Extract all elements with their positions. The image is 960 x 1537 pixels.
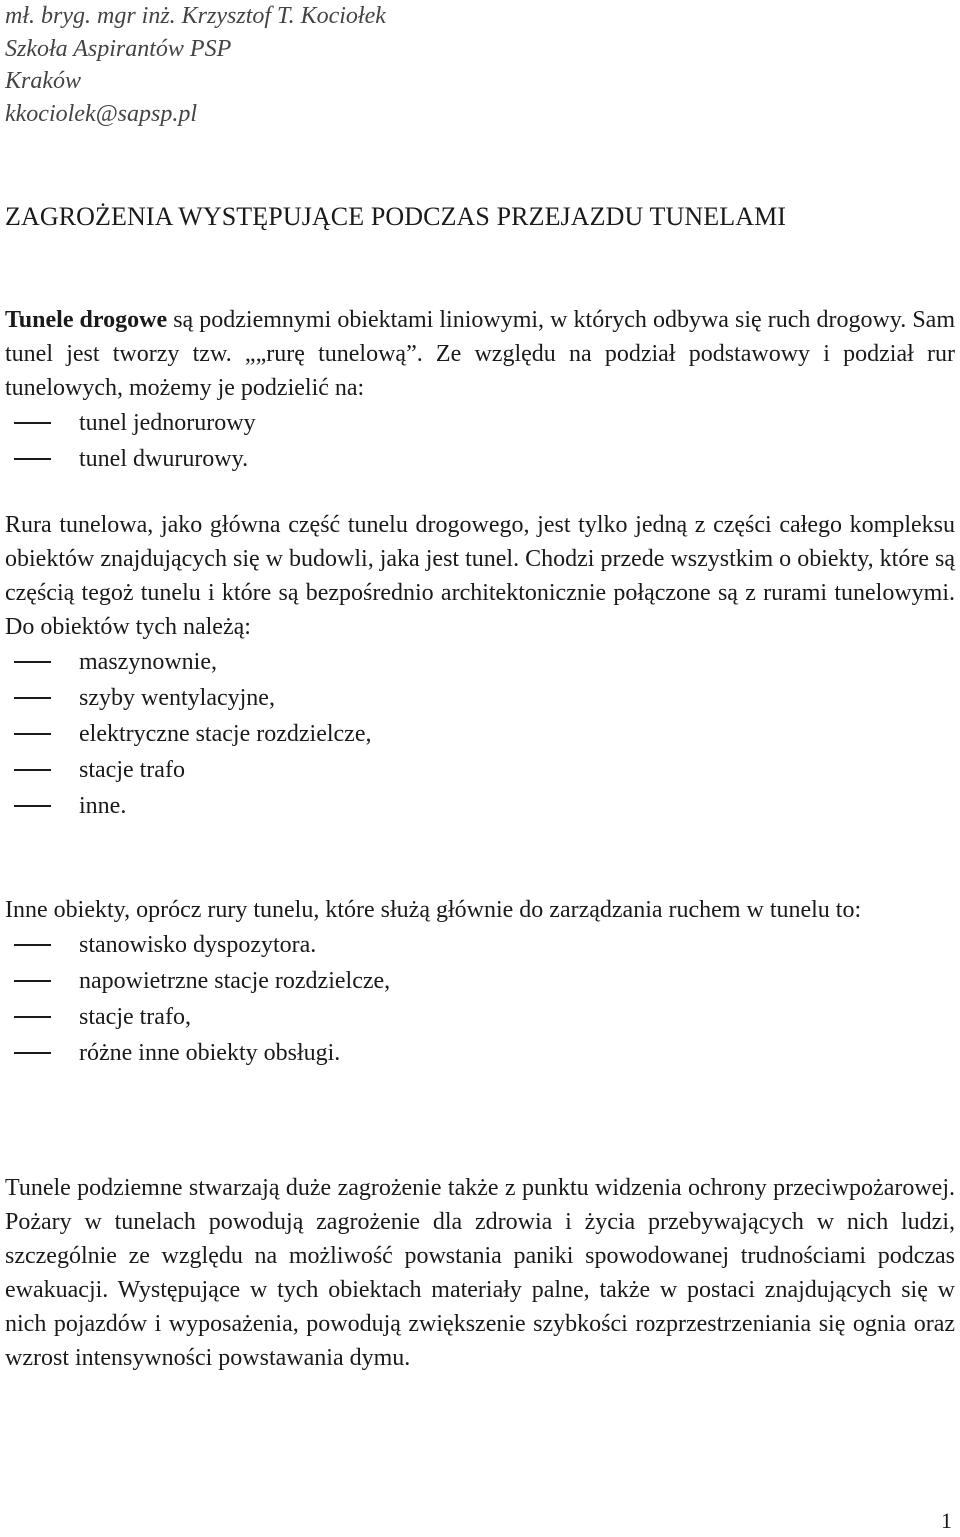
paragraph: [5, 303, 955, 405]
list-item: tunel jednorurowy: [5, 405, 955, 441]
paragraph: Rura tunelowa, jako główna część tunelu drogowego, jest tylko jedną z części całego kompleksu obiektów znajdujących się w budowli, jaka jest tunel. Chodzi przede wszystkim o obiekty, które są częścią tegoż tunelu i które są bezpośrednio architektonicznie połączone są z rurami tunelowymi. Do obiektów tych należą:: [5, 512, 955, 640]
section-zagrozenie-pozarowe: [5, 1171, 955, 1375]
section-inne-obiekty: [5, 893, 955, 1071]
list-item: elektryczne stacje rozdzielcze,: [5, 716, 955, 752]
list-item: szyby wentylacyjne,: [5, 680, 955, 716]
list-item: stacje trafo: [5, 752, 955, 788]
author-block: [5, 0, 386, 130]
list-item: maszynownie,: [5, 644, 955, 680]
page-number: 1: [941, 1508, 952, 1533]
defined-term: Tunele drogowe: [5, 307, 168, 333]
list-item: tunel dwururowy.: [5, 441, 955, 477]
paragraph-text: są podziemnymi obiektami liniowymi, w których odbywa się ruch drogowy. Sam tunel jest tworzy tzw. „„rurę tunelową”. Ze względu na podział podstawowy i podział rur tunelowych, możemy je podzielić na:: [5, 307, 955, 401]
tunnel-types-list: [5, 405, 955, 477]
author-institution: Szkoła Aspirantów PSP: [5, 35, 232, 62]
list-item: stacje trafo,: [5, 999, 955, 1035]
tunnel-objects-list: [5, 644, 955, 824]
paragraph: Inne obiekty, oprócz rury tunelu, które służą głównie do zarządzania ruchem w tunelu to:: [5, 897, 862, 923]
list-item: inne.: [5, 788, 955, 824]
author-email: kkociolek@sapsp.pl: [5, 100, 198, 127]
author-city: Kraków: [5, 68, 82, 94]
section-rura-tunelowa: [5, 508, 955, 824]
author-name: mł. bryg. mgr inż. Krzysztof T. Kociołek: [5, 3, 386, 29]
section-tunele-drogowe: [5, 303, 955, 477]
document-title: ZAGROŻENIA WYSTĘPUJĄCE PODCZAS PRZEJAZDU TUNELAMI: [5, 202, 787, 231]
list-item: różne inne obiekty obsługi.: [5, 1035, 955, 1071]
list-item: stanowisko dyspozytora.: [5, 927, 955, 963]
list-item: napowietrzne stacje rozdzielcze,: [5, 963, 955, 999]
traffic-objects-list: [5, 927, 955, 1071]
paragraph: Tunele podziemne stwarzają duże zagrożenie także z punktu widzenia ochrony przeciwpożarowej. Pożary w tunelach powodują zagrożenie dla zdrowia i życia przebywających w nich ludzi, szczególnie ze względu na możliwość powstania paniki spowodowanej trudnościami podczas ewakuacji. Występujące w tych obiektach materiały palne, także w postaci znajdujących się w nich pojazdów i wyposażenia, powodują zwiększenie szybkości rozprzestrzeniania się ognia oraz wzrost intensywności powstawania dymu.: [5, 1175, 955, 1371]
